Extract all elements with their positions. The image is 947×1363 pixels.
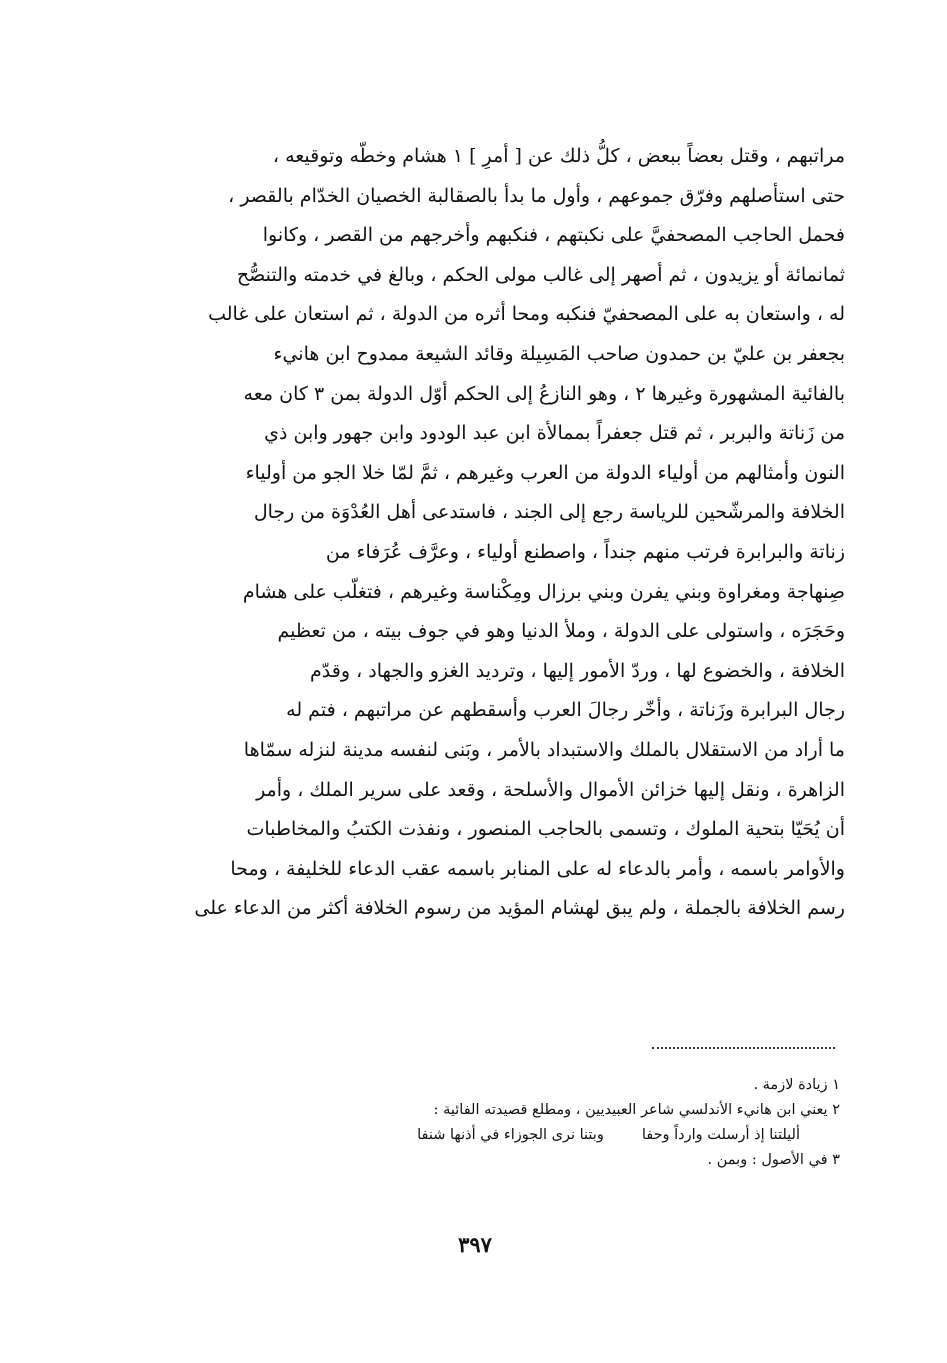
text-line: رسم الخلافة بالجملة ، ولم يبق لهشام المؤيد من رسوم الخلافة أكثر من الدعاء على	[194, 897, 845, 920]
poetry-verse	[150, 1123, 840, 1148]
main-text-block	[130, 137, 845, 929]
verse-second-hemistich: وبتنا نرى الجوزاء في أذنها شنفا	[417, 1127, 604, 1143]
text-line: أن يُحَيّا بتحية الملوك ، وتسمى بالحاجب المنصور ، ونفذت الكتبُ والمخاطبات	[246, 818, 845, 841]
text-line: ثمانمائة أو يزيدون ، ثم أصهر إلى غالب مولى الحكم ، وبالغ في خدمته والتنصُّح	[236, 263, 845, 286]
footnote-separator	[652, 1047, 835, 1049]
text-line: ما أراد من الاستقلال بالملك والاستبداد بالأمر ، وبَنى لنفسه مدينة لنزله سمّاها	[243, 738, 845, 761]
footnote-3: ٣ في الأصول : وبمن .	[707, 1152, 840, 1168]
text-line: صِنهاجة ومغراوة وبني يفرن وبني برزال ومِكْناسة وغيرهم ، فتغلّب على هشام	[242, 580, 845, 603]
text-line: فحمل الحاجب المصحفيَّ على نكبتهم ، فنكبهم وأخرجهم من القصر ، وكانوا	[262, 224, 845, 247]
page-number: ٣٩٧	[458, 1232, 492, 1257]
text-line: والأوامر باسمه ، وأمر بالدعاء له على المنابر باسمه عقب الدعاء للخليفة ، ومحا	[230, 857, 845, 880]
text-line: رجال البرابرة وزَناتة ، وأخّر رجالَ العرب وأسقطهم عن مراتبهم ، فتم له	[286, 699, 845, 722]
text-line: الخلافة ، والخضوع لها ، وردّ الأمور إليها ، وترديد الغزو والجهاد ، وقدّم	[310, 659, 845, 682]
text-line: حتى استأصلهم وفرّق جموعهم ، وأول ما بدأ بالصقالبة الخصيان الخدّام بالقصر ،	[228, 184, 845, 207]
verse-first-hemistich: أليلتنا إذ أرسلت وارداً وحفا	[641, 1127, 800, 1143]
text-line: بجعفر بن عليّ بن حمدون صاحب المَسِيلة وقائد الشيعة ممدوح ابن هانيء	[273, 342, 845, 365]
text-line: من زَناتة والبربر ، ثم قتل جعفراً بممالأة ابن عبد الودود وابن جهور وابن ذي	[264, 422, 845, 445]
text-line: له ، واستعان به على المصحفيّ فنكبه ومحا أثره من الدولة ، ثم استعان على غالب	[208, 303, 845, 326]
text-line: الخلافة والمرشّحين للرياسة رجع إلى الجند ، فاستدعى أهل العُدْوَة من رجال	[253, 501, 845, 524]
footnotes	[150, 1073, 840, 1173]
text-line: النون وأمثالهم من أولياء الدولة من العرب وغيرهم ، ثمَّ لمّا خلا الجو من أولياء	[245, 461, 845, 484]
text-line: زناتة والبرابرة فرتب منهم جنداً ، واصطنع أولياء ، وعرَّف عُرَفاء من	[325, 540, 845, 563]
text-line: الزاهرة ، ونقل إليها خزائن الأموال والأسلحة ، وقعد على سرير الملك ، وأمر	[256, 778, 845, 801]
text-line: وحَجَرَه ، واستولى على الدولة ، وملأ الدنيا وهو في جوف بيته ، من تعظيم	[277, 620, 845, 643]
text-line: بالفائية المشهورة وغيرها ٢ ، وهو النازعُ إلى الحكم أوّل الدولة بمن ٣ كان معه	[243, 382, 845, 405]
footnote-2: ٢ يعني ابن هانيء الأندلسي شاعر العبيديين ، ومطلع قصيدته الفائية :	[433, 1102, 840, 1118]
text-line: مراتبهم ، وقتل بعضاً ببعض ، كلُّ ذلك عن [ أمرِ ] ١ هشام وخطّه وتوقيعه ،	[272, 145, 845, 167]
footnote-1: ١ زيادة لازمة .	[753, 1077, 840, 1093]
